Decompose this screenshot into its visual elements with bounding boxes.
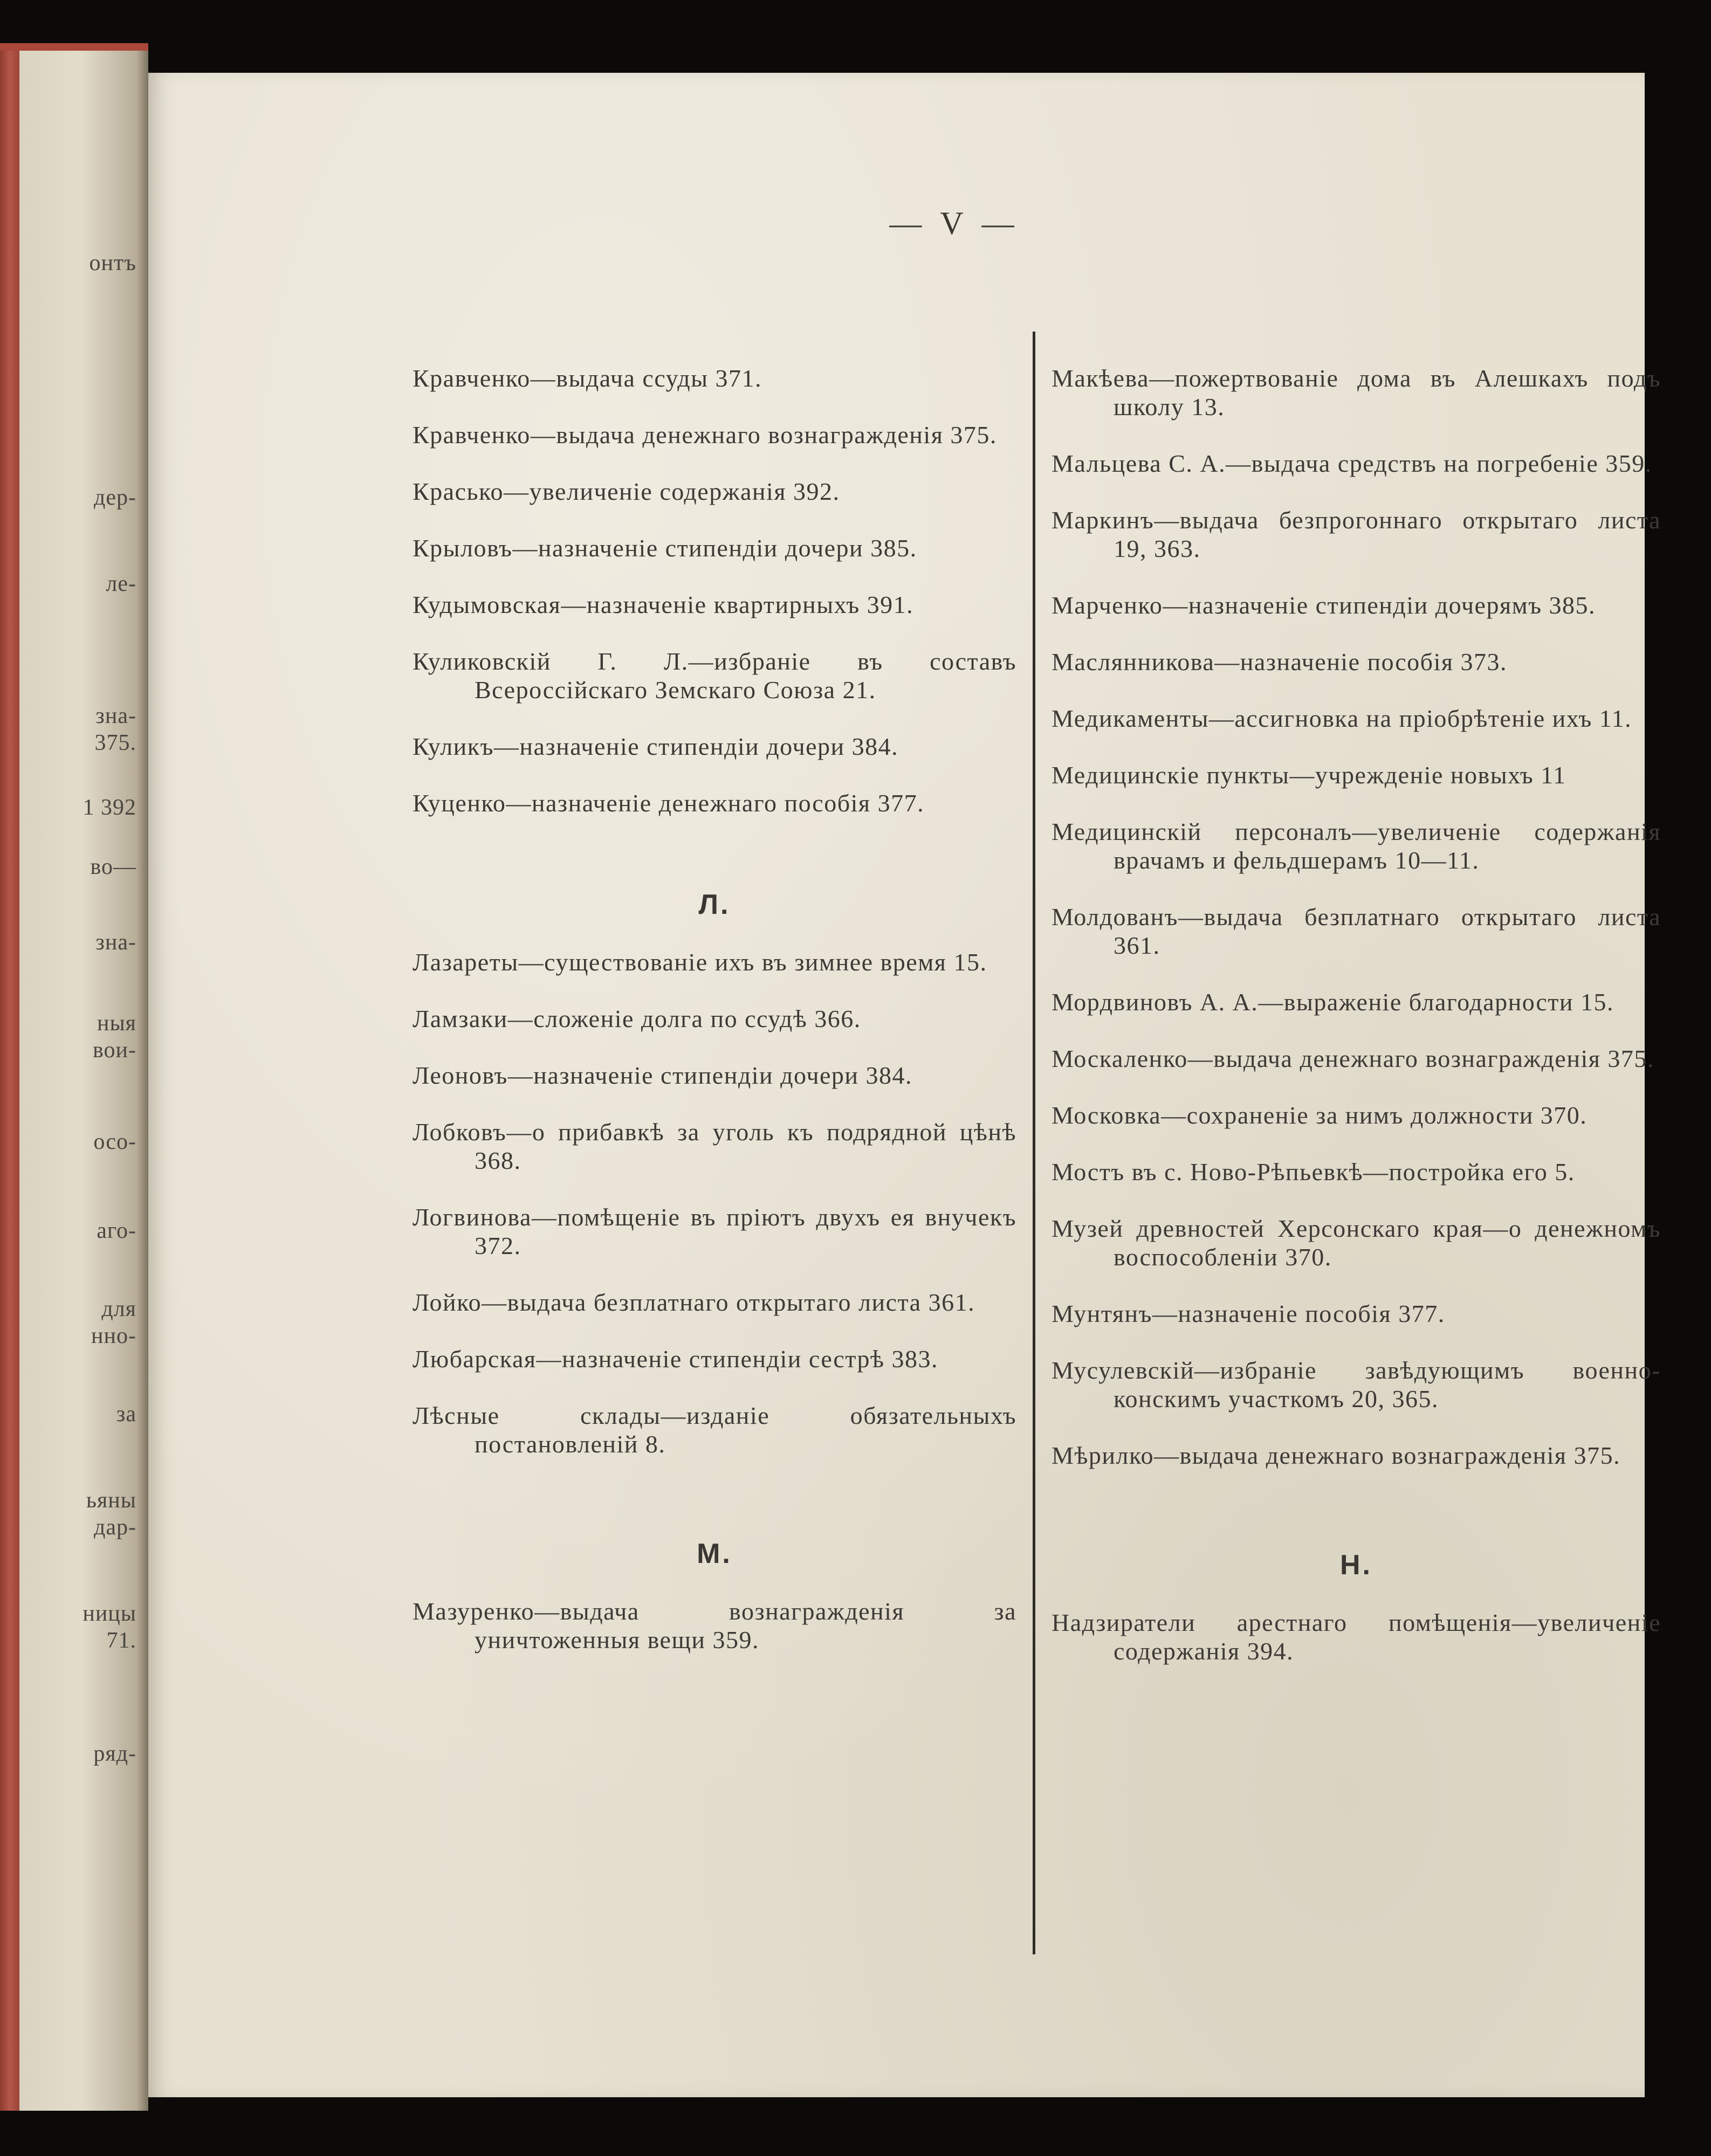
book-binding: [0, 51, 19, 2111]
index-entry: Крыловъ—назначеніе стипендіи дочери 385.: [413, 534, 917, 562]
left-page-text-fragment: за: [116, 1402, 136, 1427]
page-number: — V —: [889, 205, 1020, 241]
index-entry: Московка—сохраненіе за нимъ должности 370.: [1052, 1101, 1588, 1129]
left-page-text-fragment: 71.: [106, 1628, 136, 1653]
index-entry: Любарская—назначеніе стипендіи сестрѣ 383.: [413, 1345, 938, 1373]
index-page: [148, 73, 1661, 2097]
index-entry: Кравченко—выдача денежнаго вознагражденія 375.: [413, 421, 997, 449]
left-page-text-fragment: 1 392: [83, 795, 136, 820]
left-page-text-fragment: аго-: [97, 1218, 136, 1243]
index-entry: Медицинскій персоналъ—увеличеніе содержанія врачамъ и фельдшерамъ 10—11.: [1052, 818, 1661, 874]
index-entry: Маркинъ—выдача безпрогоннаго открытаго листа 19, 363.: [1052, 506, 1661, 562]
left-page-text-fragment: 375.: [94, 731, 136, 755]
left-page-text-fragment: вои-: [92, 1038, 136, 1063]
index-entry: Макѣева—пожертвованіе дома въ Алешкахъ подъ школу 13.: [1052, 364, 1661, 421]
index-entry: Марченко—назначеніе стипендіи дочерямъ 385.: [1052, 591, 1596, 619]
index-entry: Маслянникова—назначеніе пособія 373.: [1052, 648, 1508, 676]
left-page-text-fragment: зна-: [95, 930, 136, 955]
index-entry: Мѣрилко—выдача денежнаго вознагражденія 375.: [1052, 1442, 1621, 1469]
left-column: [413, 364, 1016, 1682]
left-page-text-fragment: для: [101, 1297, 136, 1321]
section-letter-l: Л.: [698, 889, 731, 920]
index-entry: Медикаменты—ассигновка на пріобрѣтеніе ихъ 11.: [1052, 705, 1632, 732]
index-entry: Леоновъ—назначеніе стипендіи дочери 384.: [413, 1062, 913, 1089]
index-entry: Кудымовская—назначеніе квартирныхъ 391.: [413, 591, 914, 618]
index-entry: Медицинскіе пункты—учрежденіе новыхъ 11: [1052, 761, 1566, 789]
index-entry: Мазуренко—выдача вознагражденія за уничтоженныя вещи 359.: [413, 1597, 1016, 1654]
right-column: [1052, 364, 1661, 1693]
left-page-text-fragment: дер-: [94, 485, 136, 510]
section-letter-m: М.: [697, 1538, 732, 1569]
index-entry: Лобковъ—о прибавкѣ за уголь къ подрядной цѣнѣ 368.: [413, 1118, 1016, 1174]
index-entry: Ламзаки—сложеніе долга по ссудѣ 366.: [413, 1005, 861, 1032]
column-divider: [1033, 332, 1035, 1954]
index-entry: Музей древностей Херсонскаго края—о денежномъ воспособленіи 370.: [1052, 1215, 1661, 1271]
section-letter-n: Н.: [1340, 1549, 1372, 1581]
index-entry: Лѣсные склады—изданіе обязательныхъ постановленій 8.: [413, 1402, 1016, 1458]
left-page-text-fragment: онтъ: [89, 251, 136, 275]
index-entry: Молдованъ—выдача безплатнаго открытаго листа 361.: [1052, 903, 1661, 959]
left-page-text-fragment: ряд-: [93, 1741, 136, 1766]
index-entry: Мунтянъ—назначеніе пособія 377.: [1052, 1300, 1445, 1327]
index-entry: Куликовскій Г. Л.—избраніе въ составъ Всероссійскаго Земскаго Союза 21.: [413, 648, 1016, 704]
left-page-text-fragment: осо-: [93, 1129, 136, 1154]
left-page-text-fragment: дар-: [94, 1515, 136, 1540]
left-page-text-fragment: ьяны: [86, 1488, 136, 1513]
index-entry: Мусулевскій—избраніе завѣдующимъ военно-конскимъ участкомъ 20, 365.: [1052, 1356, 1661, 1413]
left-page-text-fragment: во—: [90, 855, 136, 879]
index-entry: Мостъ въ с. Ново-Рѣпьевкѣ—постройка его 5.: [1052, 1158, 1575, 1186]
index-entry: Надзиратели арестнаго помѣщенія—увеличеніе содержанія 394.: [1052, 1609, 1661, 1665]
index-entry: Логвинова—помѣщеніе въ пріютъ двухъ ея внучекъ 372.: [413, 1203, 1016, 1259]
index-entry: Кравченко—выдача ссуды 371.: [413, 364, 762, 392]
index-entry: Лазареты—существованіе ихъ въ зимнее время 15.: [413, 948, 987, 976]
left-page-fragment: [0, 43, 148, 2111]
index-entry: Куценко—назначеніе денежнаго пособія 377.: [413, 789, 925, 817]
index-entry: Лойко—выдача безплатнаго открытаго листа 361.: [413, 1289, 975, 1316]
left-page-text-fragment: нно-: [91, 1324, 136, 1348]
left-page-text-fragment: ныя: [97, 1011, 136, 1036]
left-page-text-fragment: зна-: [95, 704, 136, 728]
index-entry: Куликъ—назначеніе стипендіи дочери 384.: [413, 733, 899, 760]
index-entry: Мордвиновъ А. А.—выраженіе благодарности 15.: [1052, 988, 1614, 1016]
left-page-text-fragment: ницы: [83, 1601, 136, 1626]
index-entry: Мальцева С. А.—выдача средствъ на погребеніе 359.: [1052, 450, 1652, 477]
index-entry: Москаленко—выдача денежнаго вознагражденія 375.: [1052, 1045, 1654, 1072]
index-entry: Красько—увеличеніе содержанія 392.: [413, 478, 840, 505]
left-page-text-fragment: ле-: [106, 571, 136, 596]
